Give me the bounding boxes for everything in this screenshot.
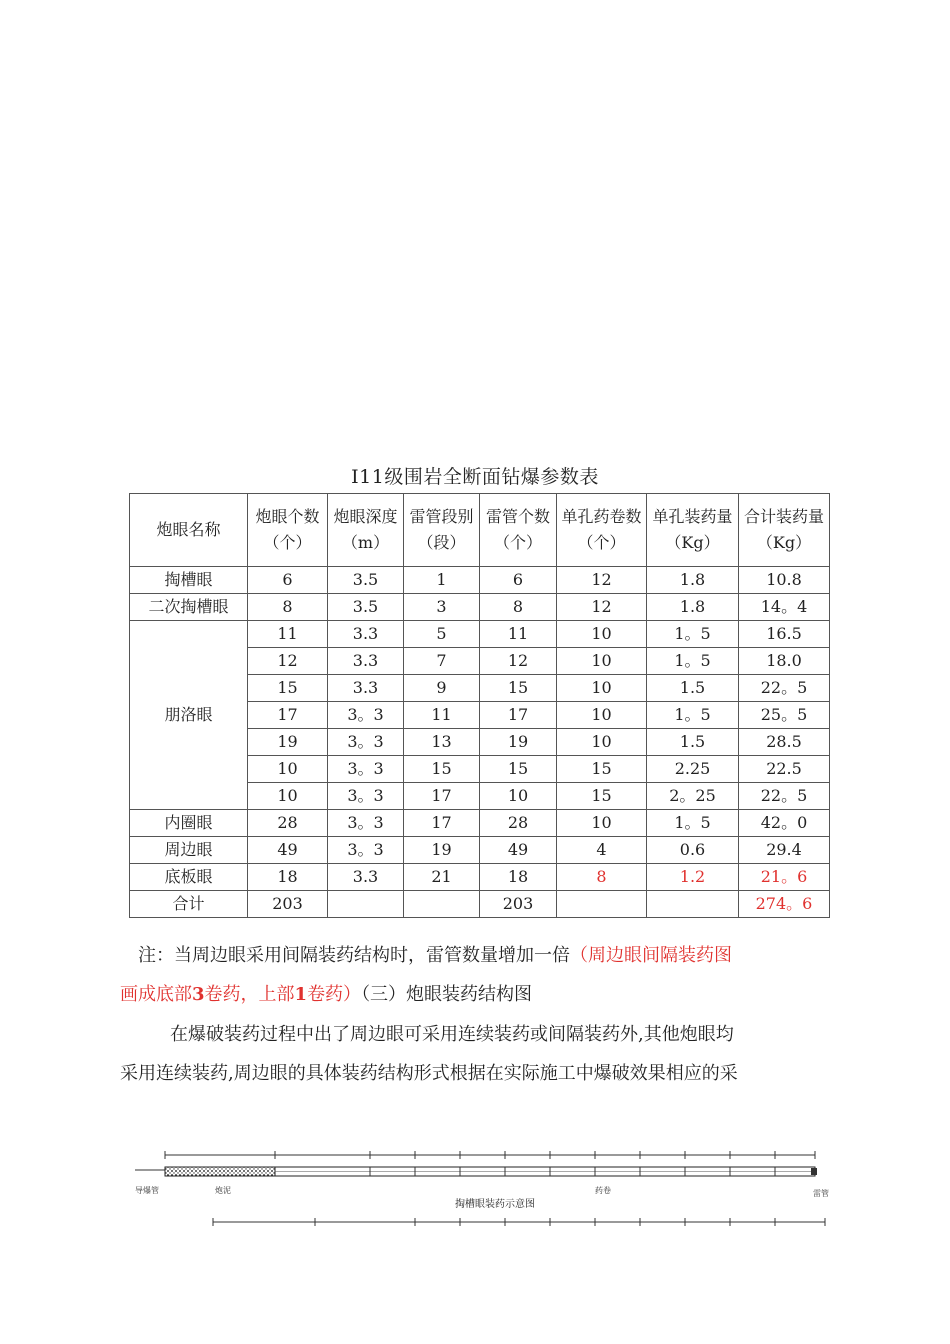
cell-name: 周边眼 bbox=[130, 837, 248, 864]
note-text: 注：当周边眼采用间隔装药结构时，雷管数量增加一倍 bbox=[138, 945, 570, 966]
cell-detonators: 19 bbox=[480, 729, 557, 756]
cell-total-charge: 18.0 bbox=[739, 648, 830, 675]
cell-total-charge: 10.8 bbox=[739, 567, 830, 594]
header-charge-per-hole: 单孔装药量（Kg） bbox=[647, 494, 739, 567]
note-line-1 bbox=[138, 941, 732, 967]
stemming-section bbox=[165, 1167, 275, 1176]
cell-depth: 3.5 bbox=[328, 567, 404, 594]
cell-rolls: 10 bbox=[557, 810, 647, 837]
cell-single-charge: 1。5 bbox=[647, 810, 739, 837]
cell-single-charge: 1.8 bbox=[647, 567, 739, 594]
cell-rolls: 15 bbox=[557, 783, 647, 810]
label-charge: 药卷 bbox=[595, 1186, 611, 1195]
cell-total-charge: 25。5 bbox=[739, 702, 830, 729]
cell-total-charge: 22。5 bbox=[739, 783, 830, 810]
cell-segment: 11 bbox=[404, 702, 480, 729]
label-stemming: 炮泥 bbox=[215, 1186, 231, 1195]
cell-rolls-highlighted: 8 bbox=[557, 864, 647, 891]
cell-name: 底板眼 bbox=[130, 864, 248, 891]
cell-detonators: 49 bbox=[480, 837, 557, 864]
cell-rolls: 10 bbox=[557, 729, 647, 756]
cell-count: 10 bbox=[248, 783, 328, 810]
cell-count: 19 bbox=[248, 729, 328, 756]
cell-total-charge: 22.5 bbox=[739, 756, 830, 783]
cell-depth: 3。3 bbox=[328, 783, 404, 810]
diagram-caption: 掏槽眼装药示意图 bbox=[455, 1199, 535, 1210]
cell-detonators: 8 bbox=[480, 594, 557, 621]
cell-total-charge: 16.5 bbox=[739, 621, 830, 648]
bottom-dimension-line bbox=[213, 1218, 825, 1226]
cell-total-charge-highlighted: 21。6 bbox=[739, 864, 830, 891]
note-red-text: 卷药） bbox=[307, 984, 362, 1005]
cell-rolls: 15 bbox=[557, 756, 647, 783]
header-detonator-count: 雷管个数（个） bbox=[480, 494, 557, 567]
cell-segment: 21 bbox=[404, 864, 480, 891]
table-row bbox=[130, 864, 830, 891]
cell-segment: 17 bbox=[404, 783, 480, 810]
body-paragraph-line-1: 在爆破装药过程中出了周边眼可采用连续装药或间隔装药外,其他炮眼均 bbox=[170, 1024, 734, 1045]
cell-segment: 9 bbox=[404, 675, 480, 702]
cell-depth: 3.3 bbox=[328, 621, 404, 648]
cell-single-charge: 1。5 bbox=[647, 621, 739, 648]
cell-detonators: 10 bbox=[480, 783, 557, 810]
cell-name: 内圈眼 bbox=[130, 810, 248, 837]
cell-segment: 5 bbox=[404, 621, 480, 648]
cell-count: 6 bbox=[248, 567, 328, 594]
cell-depth: 3.3 bbox=[328, 675, 404, 702]
table-title: I11级围岩全断面钻爆参数表 bbox=[351, 466, 599, 488]
cell-rolls: 12 bbox=[557, 567, 647, 594]
cell-total-charge: 14。4 bbox=[739, 594, 830, 621]
cell-total-charge: 42。0 bbox=[739, 810, 830, 837]
cell-segment: 17 bbox=[404, 810, 480, 837]
cell-single-charge: 0.6 bbox=[647, 837, 739, 864]
cell-total-charge: 29.4 bbox=[739, 837, 830, 864]
cell-name-grouped: 朋洛眼 bbox=[130, 621, 248, 810]
cell-count: 10 bbox=[248, 756, 328, 783]
table-row bbox=[130, 594, 830, 621]
cell-empty bbox=[557, 891, 647, 918]
cell-depth: 3。3 bbox=[328, 837, 404, 864]
table-row bbox=[130, 621, 830, 648]
cell-single-charge: 1.8 bbox=[647, 594, 739, 621]
charging-structure-diagram bbox=[135, 1150, 835, 1240]
cell-single-charge: 1。5 bbox=[647, 648, 739, 675]
cell-depth: 3。3 bbox=[328, 702, 404, 729]
detonator-mark bbox=[811, 1168, 817, 1175]
cell-detonators: 28 bbox=[480, 810, 557, 837]
cell-total-count: 203 bbox=[248, 891, 328, 918]
cell-detonators: 15 bbox=[480, 675, 557, 702]
cell-segment: 15 bbox=[404, 756, 480, 783]
cell-detonators: 6 bbox=[480, 567, 557, 594]
note-red-text: 画成底部 bbox=[120, 984, 192, 1005]
cell-segment: 1 bbox=[404, 567, 480, 594]
blasting-parameter-table bbox=[129, 493, 830, 918]
table-row bbox=[130, 810, 830, 837]
cell-rolls: 10 bbox=[557, 648, 647, 675]
cell-depth: 3。3 bbox=[328, 756, 404, 783]
table-row bbox=[130, 837, 830, 864]
cell-empty bbox=[328, 891, 404, 918]
cell-detonators: 17 bbox=[480, 702, 557, 729]
cell-count: 12 bbox=[248, 648, 328, 675]
cell-detonators: 12 bbox=[480, 648, 557, 675]
cell-rolls: 10 bbox=[557, 702, 647, 729]
cell-detonators: 15 bbox=[480, 756, 557, 783]
cell-single-charge: 1.5 bbox=[647, 729, 739, 756]
cell-depth: 3。3 bbox=[328, 729, 404, 756]
note-red-text: （周边眼间隔装药图 bbox=[570, 945, 732, 966]
cell-depth: 3。3 bbox=[328, 810, 404, 837]
cell-single-charge: 2。25 bbox=[647, 783, 739, 810]
note-red-number: 1 bbox=[294, 984, 308, 1005]
borehole bbox=[135, 1167, 817, 1176]
cell-count: 8 bbox=[248, 594, 328, 621]
top-dimension-line bbox=[165, 1151, 815, 1159]
cell-count: 11 bbox=[248, 621, 328, 648]
cell-total-charge: 22。5 bbox=[739, 675, 830, 702]
cell-single-charge: 1。5 bbox=[647, 702, 739, 729]
note-red-text: 卷药，上部 bbox=[204, 984, 295, 1005]
cell-grand-total-charge: 274。6 bbox=[739, 891, 830, 918]
cell-rolls: 10 bbox=[557, 675, 647, 702]
label-shock-tube: 导爆管 bbox=[135, 1186, 159, 1195]
cell-segment: 19 bbox=[404, 837, 480, 864]
cell-single-charge: 1.5 bbox=[647, 675, 739, 702]
header-total-charge: 合计装药量（Kg） bbox=[739, 494, 830, 567]
cell-name: 掏槽眼 bbox=[130, 567, 248, 594]
cell-total-charge: 28.5 bbox=[739, 729, 830, 756]
cell-depth: 3.3 bbox=[328, 864, 404, 891]
cell-count: 15 bbox=[248, 675, 328, 702]
cell-segment: 3 bbox=[404, 594, 480, 621]
cell-rolls: 4 bbox=[557, 837, 647, 864]
cell-empty bbox=[404, 891, 480, 918]
header-hole-name: 炮眼名称 bbox=[130, 494, 248, 567]
note-red-number: 3 bbox=[192, 984, 205, 1005]
header-hole-count: 炮眼个数（个） bbox=[248, 494, 328, 567]
header-hole-depth: 炮眼深度（m） bbox=[328, 494, 404, 567]
cell-single-charge-highlighted: 1.2 bbox=[647, 864, 739, 891]
header-rolls-per-hole: 单孔药卷数（个） bbox=[557, 494, 647, 567]
cell-count: 28 bbox=[248, 810, 328, 837]
cell-name: 二次掏槽眼 bbox=[130, 594, 248, 621]
cell-rolls: 12 bbox=[557, 594, 647, 621]
cell-rolls: 10 bbox=[557, 621, 647, 648]
cell-total-detonators: 203 bbox=[480, 891, 557, 918]
cell-count: 17 bbox=[248, 702, 328, 729]
body-paragraph-line-2: 采用连续装药,周边眼的具体装药结构形式根据在实际施工中爆破效果相应的采 bbox=[120, 1063, 738, 1084]
table-header-row bbox=[130, 494, 830, 567]
cell-empty bbox=[647, 891, 739, 918]
cell-segment: 13 bbox=[404, 729, 480, 756]
cell-count: 18 bbox=[248, 864, 328, 891]
table-total-row bbox=[130, 891, 830, 918]
cell-segment: 7 bbox=[404, 648, 480, 675]
cell-detonators: 18 bbox=[480, 864, 557, 891]
cell-count: 49 bbox=[248, 837, 328, 864]
table-row bbox=[130, 567, 830, 594]
cell-depth: 3.3 bbox=[328, 648, 404, 675]
cell-single-charge: 2.25 bbox=[647, 756, 739, 783]
cell-depth: 3.5 bbox=[328, 594, 404, 621]
label-detonator: 雷管 bbox=[813, 1189, 829, 1198]
cell-detonators: 11 bbox=[480, 621, 557, 648]
cell-total-label: 合计 bbox=[130, 891, 248, 918]
note-line-2 bbox=[120, 980, 532, 1006]
header-detonator-segment: 雷管段别（段） bbox=[404, 494, 480, 567]
section-heading: （三）炮眼装药结构图 bbox=[361, 984, 533, 1005]
